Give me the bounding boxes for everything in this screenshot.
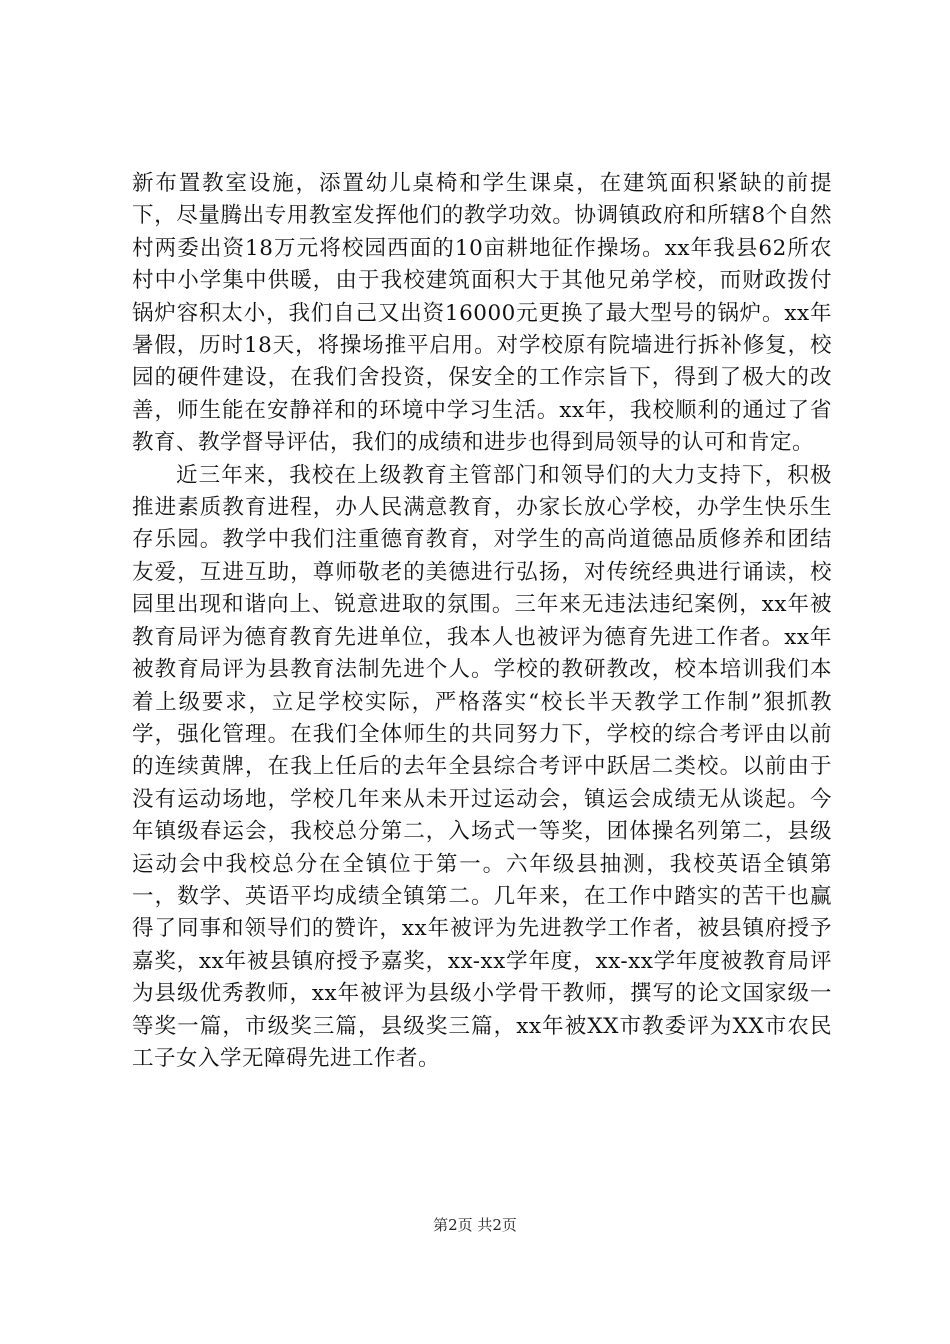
paragraph-2: 近三年来，我校在上级教育主管部门和领导们的大力支持下，积极推进素质教育进程，办人民满意教育，办家长放心学校，办学生快乐生存乐园。教学中我们注重德育教育，对学生的高尚道德品质修养和团结友爱，互进互助，尊师敬老的美德进行弘扬，对传统经典进行诵读，校园里出现和谐向上、锐意进取的氛围。三年来无违法违纪案例，xx年被教育局评为德育教育先进单位，我本人也被评为德育先进工作者。xx年被教育局评为县教育法制先进个人。学校的教研教改，校本培训我们本着上级要求，立足学校实际，严格落实“校长半天教学工作制”狠抓教学，强化管理。在我们全体师生的共同努力下，学校的综合考评由以前的连续黄牌，在我上任后的去年全县综合考评中跃居二类校。以前由于没有运动场地，学校几年来从未开过运动会，镇运会成绩无从谈起。今年镇级春运会，我校总分第二，入场式一等奖，团体操名列第二，县级运动会中我校总分在全镇位于第一。六年级县抽测，我校英语全镇第一，数学、英语平均成绩全镇第二。几年来，在工作中踏实的苦干也赢得了同事和领导们的赞许，xx年被评为先进教学工作者，被县镇府授予嘉奖，xx年被县镇府授予嘉奖，xx-xx学年度，xx-xx学年度被教育局评为县级优秀教师，xx年被评为县级小学骨干教师，撰写的论文国家级一等奖一篇，市级奖三篇，县级奖三篇，xx年被XX市教委评为XX市农民工子女入学无障碍先进工作者。 [132, 462, 832, 1071]
page-footer: 第2页 共2页 [433, 1216, 517, 1234]
document-body [132, 168, 832, 1075]
paragraph-1: 新布置教室设施，添置幼儿桌椅和学生课桌，在建筑面积紧缺的前提下，尽量腾出专用教室发挥他们的教学功效。协调镇政府和所辖8个自然村两委出资18万元将校园西面的10亩耕地征作操场。xx年我县62所农村中小学集中供暖，由于我校建筑面积大于其他兄弟学校，而财政拨付锅炉容积太小，我们自己又出资16000元更换了最大型号的锅炉。xx年暑假，历时18天，将操场推平启用。对学校原有院墙进行拆补修复，校园的硬件建设，在我们舍投资，保安全的工作宗旨下，得到了极大的改善，师生能在安静祥和的环境中学习生活。xx年，我校顺利的通过了省教育、教学督导评估，我们的成绩和进步也得到局领导的认可和肯定。 [132, 171, 832, 456]
